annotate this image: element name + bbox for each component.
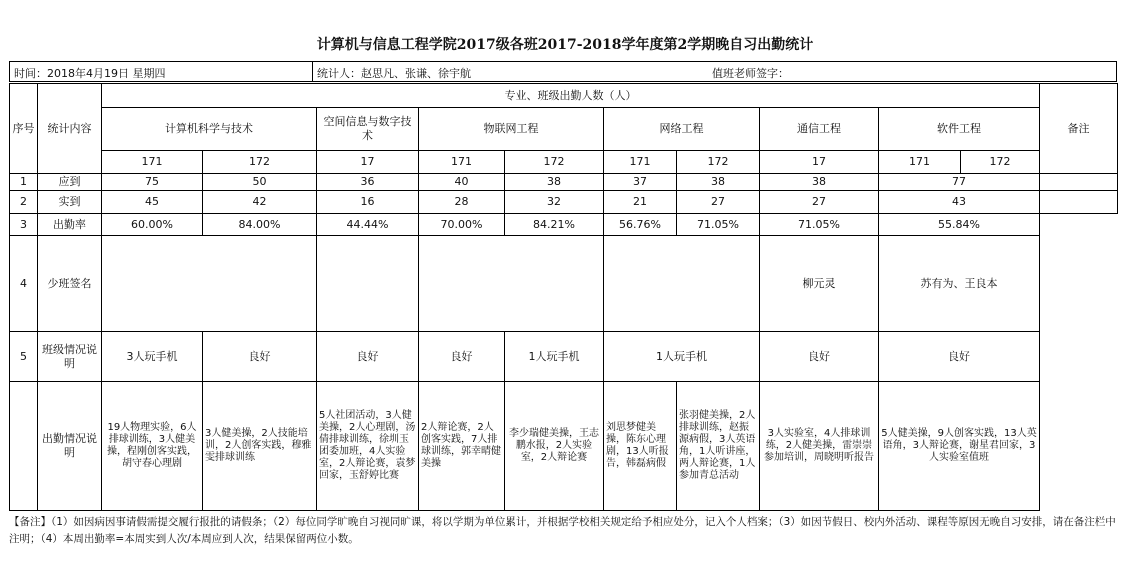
major-network: 网络工程 xyxy=(604,108,760,151)
class-header: 172 xyxy=(677,151,760,174)
table-cell: 71.05% xyxy=(760,214,879,236)
row-label: 应到 xyxy=(38,174,102,191)
row-seq: 2 xyxy=(10,191,38,214)
row-seq: 4 xyxy=(10,236,38,332)
class-header: 171 xyxy=(102,151,203,174)
row-label: 实到 xyxy=(38,191,102,214)
teacher-sign-text: 值班老师签字： xyxy=(712,67,789,80)
table-cell: 38 xyxy=(505,174,604,191)
table-cell: 38 xyxy=(760,174,879,191)
attendance-note: 5人社团活动，3人健美操，2人心理剧，汤倩排球训练，徐圳玉团委加班，4人实验室，2人辩论赛，袁梦回家，玉舒婷比赛 xyxy=(317,382,419,511)
major-spatial: 空间信息与数字技术 xyxy=(317,108,419,151)
table-cell: 良好 xyxy=(760,332,879,382)
row-label: 少班签名 xyxy=(38,236,102,332)
table-cell: 27 xyxy=(677,191,760,214)
attendance-note: 李少瑞健美操，王志鹏水报，2人实验室，2人辩论赛 xyxy=(505,382,604,511)
table-cell: 84.21% xyxy=(505,214,604,236)
table-cell: 40 xyxy=(419,174,505,191)
row-seq: 3 xyxy=(10,214,38,236)
info-bar xyxy=(9,61,1117,82)
divider xyxy=(312,62,313,81)
table-cell: 44.44% xyxy=(317,214,419,236)
table-cell: 55.84% xyxy=(879,214,1040,236)
sign-cell: 柳元灵 xyxy=(760,236,879,332)
attendance-note: 刘思梦健美操，陈东心理剧，13人听报告，韩磊病假 xyxy=(604,382,677,511)
table-cell: 21 xyxy=(604,191,677,214)
class-header: 172 xyxy=(505,151,604,174)
class-header: 171 xyxy=(604,151,677,174)
table-cell: 37 xyxy=(604,174,677,191)
sign-cell xyxy=(419,236,604,332)
row-seq: 5 xyxy=(10,332,38,382)
table-cell: 良好 xyxy=(879,332,1040,382)
class-header: 17 xyxy=(317,151,419,174)
table-cell: 45 xyxy=(102,191,203,214)
table-cell: 1人玩手机 xyxy=(604,332,760,382)
header-seq: 序号 xyxy=(10,84,38,174)
page-title: 计算机与信息工程学院2017级各班2017-2018学年度第2学期晚自习出勤统计 xyxy=(316,37,814,53)
table-cell: 60.00% xyxy=(102,214,203,236)
table-cell: 70.00% xyxy=(419,214,505,236)
remark-cell xyxy=(1040,236,1118,332)
remark-cell xyxy=(1040,214,1118,236)
major-iot: 物联网工程 xyxy=(419,108,604,151)
major-cs: 计算机科学与技术 xyxy=(102,108,317,151)
table-cell: 56.76% xyxy=(604,214,677,236)
header-content: 统计内容 xyxy=(38,84,102,174)
class-header: 171 xyxy=(879,151,961,174)
sign-cell xyxy=(102,236,317,332)
class-header: 171 xyxy=(419,151,505,174)
row-label: 出勤率 xyxy=(38,214,102,236)
attendance-note: 张羽健美操，2人排球训练，赵振源病假，3人英语角，1人听讲座，两人辩论赛，1人参加青总活动 xyxy=(677,382,760,511)
attendance-note: 3人健美操，2人技能培训，2人创客实践，穆雅雯排球训练 xyxy=(203,382,317,511)
table-cell: 良好 xyxy=(317,332,419,382)
table-cell: 77 xyxy=(879,174,1040,191)
attendance-note: 2人辩论赛，2人创客实践，7人排球训练，郭幸晴健美操 xyxy=(419,382,505,511)
class-header: 172 xyxy=(203,151,317,174)
table-cell: 36 xyxy=(317,174,419,191)
sign-cell xyxy=(604,236,760,332)
time-text: 时间：2018年4月19日 星期四 xyxy=(14,67,166,80)
row-seq: 1 xyxy=(10,174,38,191)
header-group: 专业、班级出勤人数（人） xyxy=(102,84,1040,108)
counter-text: 统计人：赵思凡、张谦、徐宇航 xyxy=(317,67,471,80)
attendance-note: 5人健美操，9人创客实践，13人英语角，3人辩论赛，谢星君回家，3人实验室值班 xyxy=(879,382,1040,511)
table-cell: 84.00% xyxy=(203,214,317,236)
header-remark: 备注 xyxy=(1040,84,1118,174)
table-cell: 16 xyxy=(317,191,419,214)
table-cell: 32 xyxy=(505,191,604,214)
major-software: 软件工程 xyxy=(879,108,1040,151)
remark-cell xyxy=(1040,382,1118,511)
table-cell: 43 xyxy=(879,191,1040,214)
remark-cell xyxy=(1040,191,1118,214)
major-telecom: 通信工程 xyxy=(760,108,879,151)
remark-cell xyxy=(1040,174,1118,191)
table-cell: 42 xyxy=(203,191,317,214)
row-label: 班级情况说明 xyxy=(38,332,102,382)
table-cell: 50 xyxy=(203,174,317,191)
table-cell: 3人玩手机 xyxy=(102,332,203,382)
remark-cell xyxy=(1040,332,1118,382)
row-seq xyxy=(10,382,38,511)
sign-cell xyxy=(317,236,419,332)
sign-cell: 苏有为、王良本 xyxy=(879,236,1040,332)
attendance-note: 19人物理实验，6人排球训练，3人健美操，程刚创客实践，胡守春心理剧 xyxy=(102,382,203,511)
table-cell: 1人玩手机 xyxy=(505,332,604,382)
table-cell: 38 xyxy=(677,174,760,191)
footer-note: 【备注】（1）如因病因事请假需提交履行报批的请假条；（2）每位同学旷晚自习视同旷课，将以学期为单位累计，并根据学校相关规定给予相应处分，记入个人档案；（3）如因节假日、校内外活动、课程等原因无晚自习安排，请在备注栏中注明；（4）本周出勤率=本周实到人次/本周应到人次，结果保留两位小数。 xyxy=(9,516,1116,545)
class-header: 172 xyxy=(961,151,1040,174)
attendance-table xyxy=(9,83,1118,511)
table-cell: 75 xyxy=(102,174,203,191)
row-label: 出勤情况说明 xyxy=(38,382,102,511)
table-cell: 良好 xyxy=(419,332,505,382)
table-cell: 良好 xyxy=(203,332,317,382)
table-cell: 28 xyxy=(419,191,505,214)
table-cell: 71.05% xyxy=(677,214,760,236)
attendance-note: 3人实验室，4人排球训练，2人健美操，雷崇崇参加培训，周晓明听报告 xyxy=(760,382,879,511)
class-header: 17 xyxy=(760,151,879,174)
table-cell: 27 xyxy=(760,191,879,214)
